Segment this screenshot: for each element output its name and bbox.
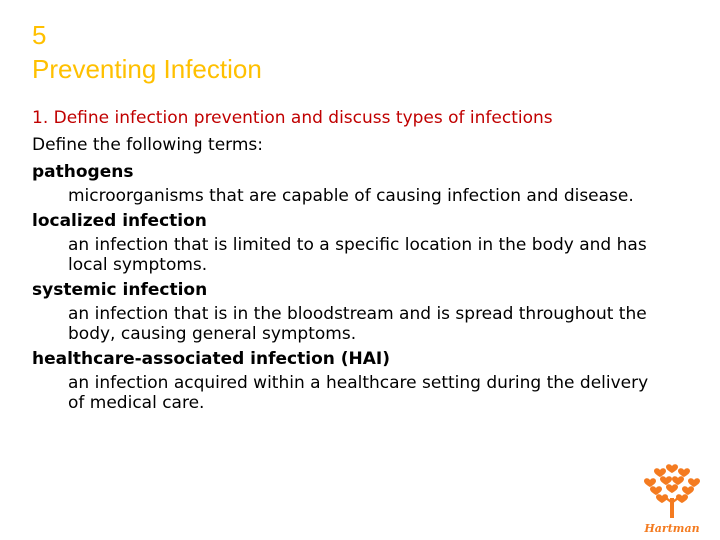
slide-content [32,106,682,415]
chapter-number: 5 [32,20,47,50]
chapter-heading [32,18,262,86]
term-label: localized infection [32,211,207,231]
term-item [32,347,682,413]
publisher-logo [640,458,704,536]
term-item [32,209,682,275]
chapter-title: Preventing Infection [32,54,262,84]
term-definition: microorganisms that are capable of causing infection and disease. [68,186,634,206]
term-item [32,278,682,344]
intro-text: Define the following terms: [32,135,263,155]
term-label: systemic infection [32,280,208,300]
learning-objective: 1. Define infection prevention and discuss types of infections [32,108,553,128]
heart-tree-icon [640,458,704,536]
term-item [32,160,682,206]
term-definition: an infection that is in the bloodstream and is spread throughout the body, causing general symptoms. [68,304,647,344]
term-definition: an infection acquired within a healthcare setting during the delivery of medical care. [68,373,649,413]
term-label: healthcare-associated infection (HAI) [32,349,391,369]
logo-text: Hartman [644,522,700,535]
term-definition: an infection that is limited to a specific location in the body and has local symptoms. [68,235,647,275]
term-label: pathogens [32,162,134,182]
